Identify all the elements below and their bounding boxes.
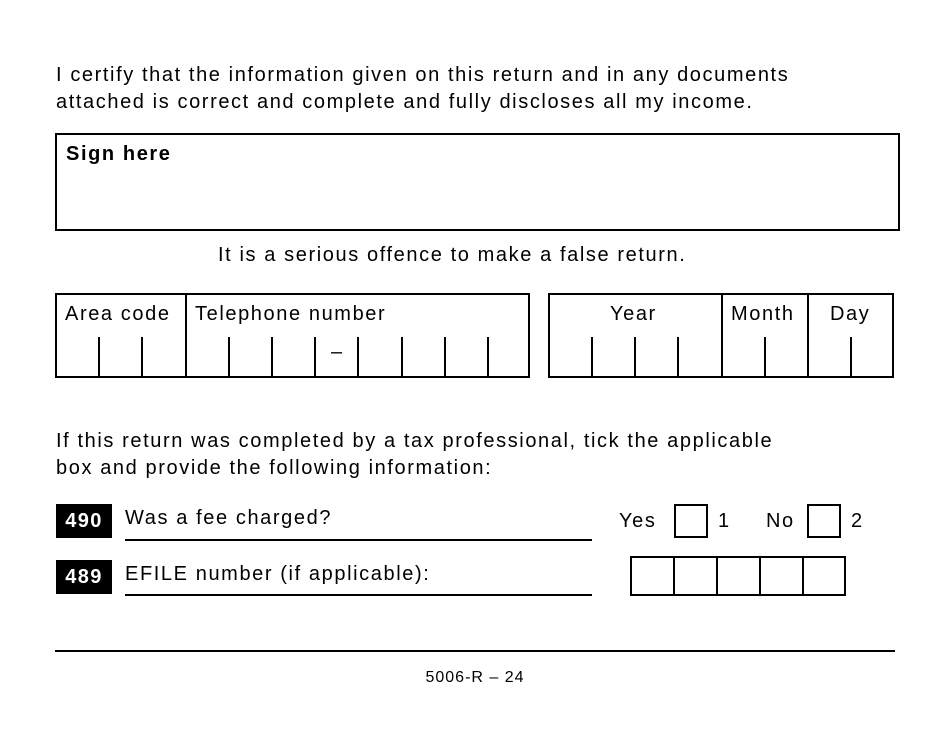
yes-checkbox[interactable] <box>674 504 708 538</box>
digit-divider <box>716 558 718 594</box>
signature-box[interactable] <box>55 133 900 231</box>
digit-divider <box>444 337 446 376</box>
instructions-line-2: box and provide the following information: <box>56 457 493 479</box>
instructions-line-1: If this return was completed by a tax professional, tick the applicable <box>56 430 774 452</box>
certification-line-2: attached is correct and complete and fully discloses all my income. <box>56 91 754 113</box>
form-identifier: 5006-R – 24 <box>425 669 525 686</box>
efile-number-label: EFILE number (if applicable): <box>125 563 431 585</box>
area-code-divider <box>185 295 187 376</box>
month-day-divider <box>807 295 809 376</box>
digit-divider <box>764 337 766 376</box>
footer-rule <box>55 650 895 652</box>
digit-divider <box>314 337 316 376</box>
digit-divider <box>802 558 804 594</box>
certification-statement <box>56 62 789 116</box>
no-value: 2 <box>851 510 864 532</box>
digit-divider <box>487 337 489 376</box>
digit-divider <box>141 337 143 376</box>
telephone-field[interactable] <box>55 293 530 378</box>
false-return-warning: It is a serious offence to make a false return. <box>218 244 687 266</box>
date-field[interactable] <box>548 293 894 378</box>
digit-divider <box>271 337 273 376</box>
digit-divider <box>673 558 675 594</box>
yes-label: Yes <box>619 510 657 532</box>
digit-divider <box>634 337 636 376</box>
digit-divider <box>98 337 100 376</box>
day-label: Day <box>830 303 871 325</box>
area-code-label: Area code <box>65 303 171 325</box>
digit-divider <box>591 337 593 376</box>
no-checkbox[interactable] <box>807 504 841 538</box>
tax-professional-instructions <box>56 428 773 482</box>
fee-charged-question: Was a fee charged? <box>125 507 333 529</box>
digit-divider <box>677 337 679 376</box>
fee-question-underline <box>125 539 592 541</box>
line-490-code: 490 <box>56 504 112 538</box>
digit-divider <box>401 337 403 376</box>
line-489-code: 489 <box>56 560 112 594</box>
digit-divider <box>850 337 852 376</box>
signature-label: Sign here <box>66 143 172 165</box>
digit-divider <box>357 337 359 376</box>
no-label: No <box>766 510 795 532</box>
yes-value: 1 <box>718 510 731 532</box>
month-label: Month <box>731 303 795 325</box>
phone-separator: – <box>331 341 343 363</box>
efile-label-underline <box>125 594 592 596</box>
efile-number-input[interactable] <box>630 556 846 596</box>
year-label: Year <box>610 303 657 325</box>
digit-divider <box>228 337 230 376</box>
year-month-divider <box>721 295 723 376</box>
certification-line-1: I certify that the information given on this return and in any documents <box>56 64 790 86</box>
digit-divider <box>759 558 761 594</box>
telephone-number-label: Telephone number <box>195 303 387 325</box>
